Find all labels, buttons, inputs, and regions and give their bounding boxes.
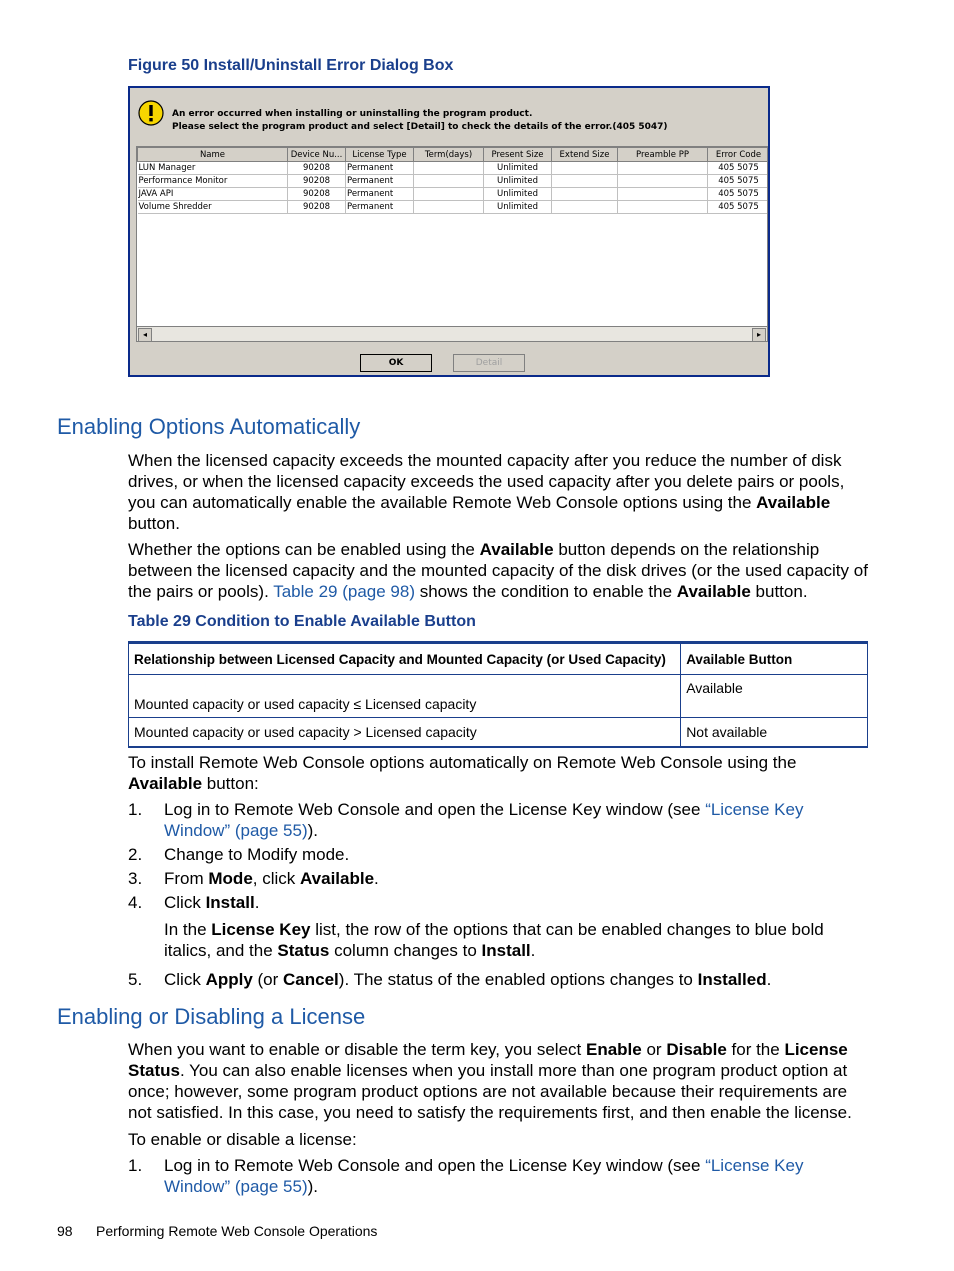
table-row[interactable] [138, 162, 769, 175]
error-dialog [128, 86, 770, 377]
table-row [129, 718, 868, 748]
column-header[interactable]: License Type [346, 148, 414, 162]
grid-cell [552, 201, 618, 214]
text-bold: Available [479, 540, 554, 559]
list-item [128, 844, 873, 865]
scroll-right-icon[interactable]: ▸ [752, 328, 766, 342]
text: When the licensed capacity exceeds the mounted capacity after you reduce the number of disk drives, or when the licensed capacity exceeds the used capacity after you delete pairs or pools, you can automatically enable the available Remote Web Console options using the [128, 451, 845, 512]
paragraph [128, 450, 868, 534]
paragraph [128, 1039, 868, 1123]
text-bold: Available [676, 582, 751, 601]
column-header[interactable]: Present Size [484, 148, 552, 162]
table-cell: Mounted capacity or used capacity > Licensed capacity [129, 718, 681, 748]
text-bold: Enable [586, 1040, 642, 1059]
grid-cell: Permanent [346, 201, 414, 214]
text: button: [202, 774, 259, 793]
table-link[interactable]: Table 29 (page 98) [273, 582, 415, 601]
table-caption: Table 29 Condition to Enable Available Button [128, 613, 476, 630]
grid-cell: Volume Shredder [138, 201, 288, 214]
grid-cell: Unlimited [484, 188, 552, 201]
text-bold: Available [756, 493, 831, 512]
grid-cell: 90208 [288, 175, 346, 188]
text: . [254, 893, 260, 912]
text: Change to Modify mode. [164, 845, 350, 864]
text-bold: Available [300, 869, 375, 888]
text-bold: License Status [128, 1040, 848, 1080]
text: Log in to Remote Web Console and open the License Key window (see [164, 800, 706, 819]
grid-cell [552, 162, 618, 175]
table-header: Available Button [681, 643, 868, 675]
text: When you want to enable or disable the term key, you select [128, 1040, 586, 1059]
grid-cell: 90208 [288, 188, 346, 201]
table-cell: Not available [681, 718, 868, 748]
ok-button[interactable]: OK [360, 354, 432, 372]
text: In the [164, 920, 212, 939]
step-number: 5. [128, 970, 143, 989]
column-header[interactable]: Preamble PP [618, 148, 708, 162]
text-bold: Mode [208, 869, 253, 888]
text: button. [750, 582, 808, 601]
text: From [164, 869, 209, 888]
text: To install Remote Web Console options automatically on Remote Web Console using the [128, 753, 797, 772]
text-bold: License Key [211, 920, 311, 939]
column-header[interactable]: Name [138, 148, 288, 162]
grid-cell [618, 175, 708, 188]
text: ). [307, 821, 319, 840]
text-bold: Available [128, 774, 203, 793]
section-heading: Enabling or Disabling a License [57, 1004, 366, 1029]
grid-cell: Performance Monitor [138, 175, 288, 188]
section-heading: Enabling Options Automatically [57, 414, 361, 439]
grid-cell: Permanent [346, 162, 414, 175]
paragraph [128, 539, 868, 602]
scroll-left-icon[interactable]: ◂ [138, 328, 152, 342]
grid-cell [618, 162, 708, 175]
detail-button[interactable]: Detail [453, 354, 525, 372]
grid-cell [414, 175, 484, 188]
text: , click [252, 869, 301, 888]
text: button. [128, 514, 180, 533]
text: . [766, 970, 772, 989]
table-row [129, 675, 868, 718]
table-header-row [129, 643, 868, 675]
grid-cell: Unlimited [484, 175, 552, 188]
table-row[interactable] [138, 175, 769, 188]
error-message [172, 108, 668, 134]
step-number: 3. [128, 869, 143, 888]
figure-caption: Figure 50 Install/Uninstall Error Dialog Box [128, 57, 454, 74]
grid-cell: 405 5075 [708, 162, 769, 175]
grid-cell [552, 175, 618, 188]
text: ). [307, 1177, 319, 1196]
text: (or [252, 970, 284, 989]
license-key-window-link[interactable]: “License Key Window” (page 55) [164, 1156, 804, 1196]
grid-cell [414, 188, 484, 201]
text: Click [164, 970, 206, 989]
footer-title: Performing Remote Web Console Operations [96, 1223, 378, 1239]
table-cell: Available [681, 675, 868, 718]
grid-cell: LUN Manager [138, 162, 288, 175]
text: ). The status of the enabled options changes to [338, 970, 698, 989]
text: or [641, 1040, 667, 1059]
error-message-line2: Please select the program product and select [Detail] to check the details of the error.(405 5047) [172, 122, 668, 132]
page-number: 98 [57, 1223, 73, 1239]
list-item [128, 892, 873, 913]
grid-cell: 90208 [288, 162, 346, 175]
text: list, the row of the options that can be enabled changes to blue bold italics, and the [164, 920, 824, 960]
grid-cell: 405 5075 [708, 201, 769, 214]
list-item [128, 1155, 873, 1197]
grid-cell: 405 5075 [708, 188, 769, 201]
text: Log in to Remote Web Console and open the License Key window (see [164, 1156, 706, 1175]
grid-cell [618, 201, 708, 214]
table-row[interactable] [138, 201, 769, 214]
table-header: Relationship between Licensed Capacity and Mounted Capacity (or Used Capacity) [129, 643, 681, 675]
column-header[interactable]: Error Code [708, 148, 769, 162]
step-number: 2. [128, 845, 143, 864]
grid-cell: Unlimited [484, 162, 552, 175]
text: shows the condition to enable the [415, 582, 677, 601]
grid-cell: JAVA API [138, 188, 288, 201]
text-bold: Cancel [283, 970, 339, 989]
grid-cell [552, 188, 618, 201]
text-bold: Status [277, 941, 330, 960]
text: button depends on the relationship between the licensed capacity and the mounted capacity of the disk drives (or the used capacity of the pairs or pools). [128, 540, 868, 601]
table-cell: Mounted capacity or used capacity ≤ Licensed capacity [129, 675, 681, 718]
grid-cell [414, 162, 484, 175]
license-key-window-link[interactable]: “License Key Window” (page 55) [164, 800, 804, 840]
horizontal-scrollbar[interactable] [136, 326, 768, 342]
grid-header-row [138, 148, 769, 162]
text: Click [164, 893, 206, 912]
text: . [374, 869, 379, 888]
text-bold: Install [205, 893, 255, 912]
text: for the [726, 1040, 785, 1059]
text: . You can also enable licenses when you install more than one program product option at once; however, some program product options are not available because their requirements are not satisfied. In this case, you need to satisfy the requirements first, and then enable the license. [128, 1061, 852, 1122]
paragraph: To enable or disable a license: [128, 1130, 357, 1149]
grid-cell: Permanent [346, 175, 414, 188]
paragraph [128, 752, 873, 794]
error-message-line1: An error occurred when installing or uninstalling the program product. [172, 109, 533, 119]
error-product-grid[interactable] [136, 146, 768, 342]
text-bold: Disable [666, 1040, 727, 1059]
step-number: 1. [128, 1156, 143, 1175]
table-row[interactable] [138, 188, 769, 201]
text: column changes to [329, 941, 482, 960]
warning-icon [138, 100, 164, 126]
text-bold: Apply [205, 970, 253, 989]
grid-cell [414, 201, 484, 214]
text-bold: Installed [697, 970, 767, 989]
list-item [128, 868, 873, 889]
grid-cell: Permanent [346, 188, 414, 201]
condition-table [128, 641, 868, 748]
step-note [164, 919, 873, 961]
text: . [530, 941, 536, 960]
step-number: 1. [128, 800, 143, 819]
grid-cell [618, 188, 708, 201]
grid-cell: 405 5075 [708, 175, 769, 188]
text-bold: Install [481, 941, 531, 960]
column-header[interactable]: Term(days) [414, 148, 484, 162]
column-header[interactable]: Extend Size [552, 148, 618, 162]
step-number: 4. [128, 893, 143, 912]
column-header[interactable]: Device Nu... [288, 148, 346, 162]
list-item [128, 799, 873, 841]
text: Whether the options can be enabled using the [128, 540, 480, 559]
list-item [128, 969, 873, 990]
grid-cell: Unlimited [484, 201, 552, 214]
grid-cell: 90208 [288, 201, 346, 214]
